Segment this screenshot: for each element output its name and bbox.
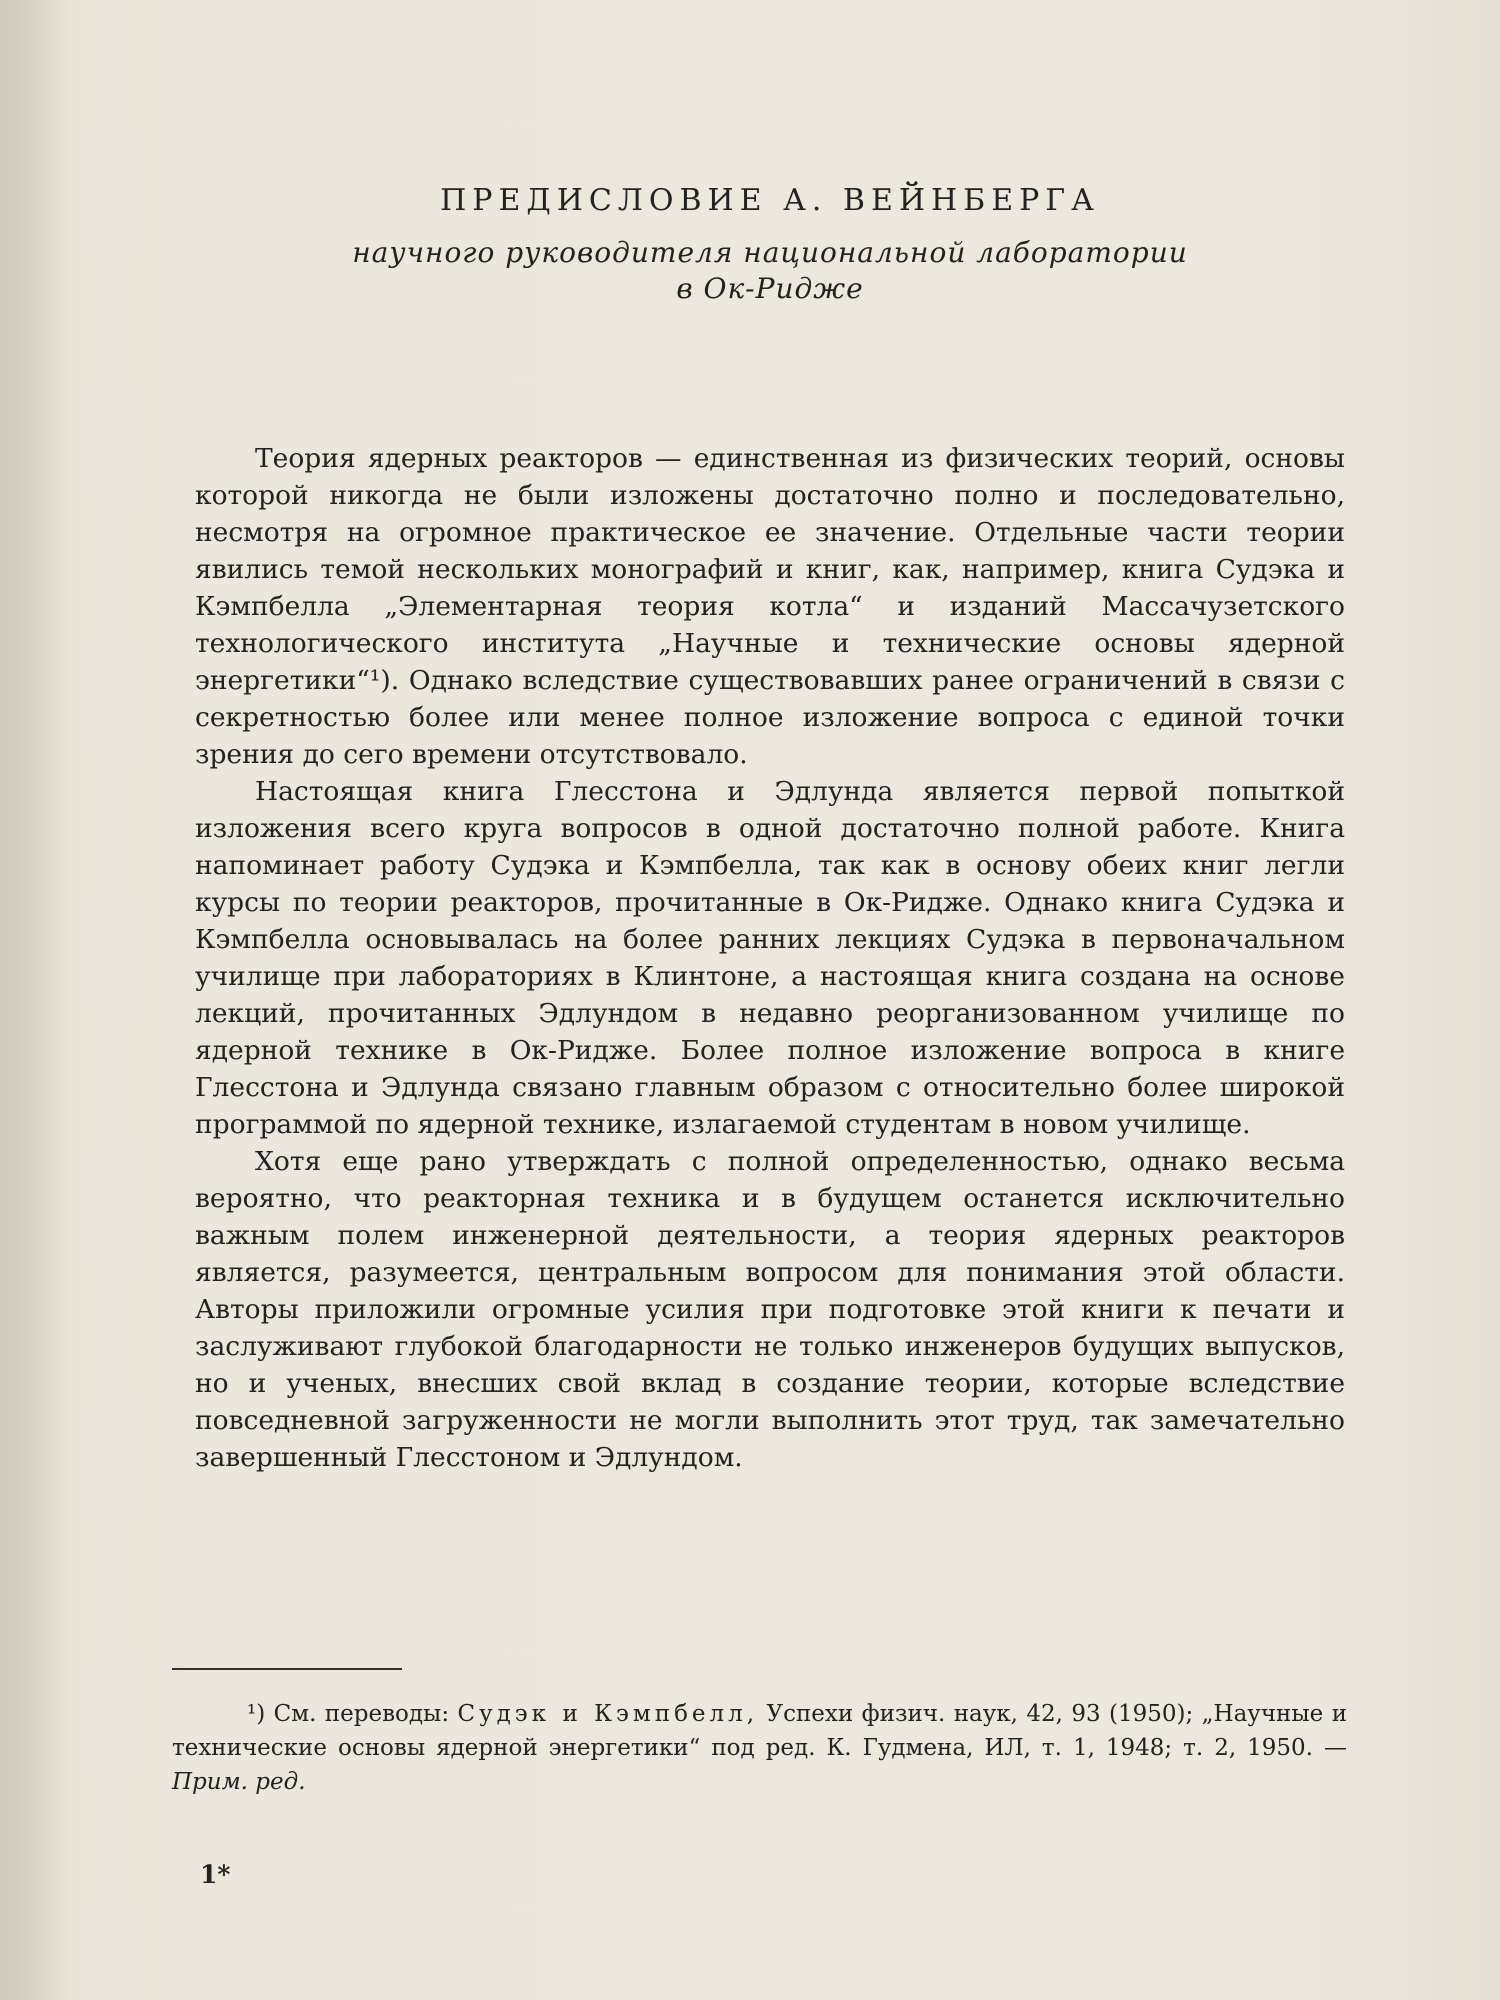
- preface-subtitle-line-1: научного руководителя национальной лаборатории: [352, 236, 1188, 269]
- footnote-marker: ¹): [247, 1701, 266, 1727]
- footnote: [172, 1697, 1347, 1799]
- preface-subtitle-line-2: в Ок-Ридже: [676, 272, 864, 305]
- editor-note: Прим. ред.: [172, 1769, 306, 1795]
- footnote-separator: [172, 1668, 402, 1670]
- footnote-text: [172, 1697, 1347, 1799]
- paragraph-2: Настоящая книга Глесстона и Эдлунда является первой попыткой изложения всего круга вопросов в одной достаточно полной работе. Книга напоминает работу Судэка и Кэмпбелла, так как в основу обеих книг легли курсы по теории реакторов, прочитанные в Ок-Ридже. Однако книга Судэка и Кэмпбелла основывалась на более ранних лекциях Судэка в первоначальном училище при лабораториях в Клинтоне, а настоящая книга создана на основе лекций, прочитанных Эдлундом в недавно реорганизованном училище по ядерной технике в Ок-Ридже. Более полное изложение вопроса в книге Глесстона и Эдлунда связано главным образом с относительно более широкой программой по ядерной технике, излагаемой студентам в новом училище.: [195, 776, 1345, 1140]
- footnote-intro: См. переводы:: [273, 1701, 450, 1727]
- preface-title: ПРЕДИСЛОВИЕ А. ВЕЙНБЕРГА: [440, 183, 1100, 218]
- page-number: 1*: [200, 1860, 231, 1889]
- paragraph-1: Теория ядерных реакторов — единственная из физических теорий, основы которой никогда не были изложены достаточно полно и последовательно, несмотря на огромное практическое ее значение. Отдельные части теории явились темой нескольких монографий и книг, как, например, книга Судэка и Кэмпбелла „Элементарная теория котла“ и изданий Массачузетского технологического института „Научные и технические основы ядерной энергетики“¹). Однако вследствие существовавших ранее ограничений в связи с секретностью более или менее полное изложение вопроса с единой точки зрения до сего времени отсутствовало.: [195, 443, 1345, 770]
- footnote-reference: Успехи физич. наук, 42, 93 (1950); „Научные и технические основы ядерной энергетики“ под ред. К. Гудмена, ИЛ, т. 1, 1948; т. 2, 1950. —: [172, 1701, 1348, 1761]
- preface-body: [195, 440, 1345, 1476]
- paragraph-3: Хотя еще рано утверждать с полной определенностью, однако весьма вероятно, что реакторная техника и в будущем останется исключительно важным полем инженерной деятельности, а теория ядерных реакторов является, разумеется, центральным вопросом для понимания этой области. Авторы приложили огромные усилия при подготовке этой книги к печати и заслуживают глубокой благодарности не только инженеров будущих выпусков, но и ученых, внесших свой вклад в создание теории, которые вследствие повседневной загруженности не могли выполнить этот труд, так замечательно завершенный Глесстоном и Эдлундом.: [195, 1146, 1345, 1473]
- footnote-authors: Судэк и Кэмпбелл,: [457, 1701, 759, 1727]
